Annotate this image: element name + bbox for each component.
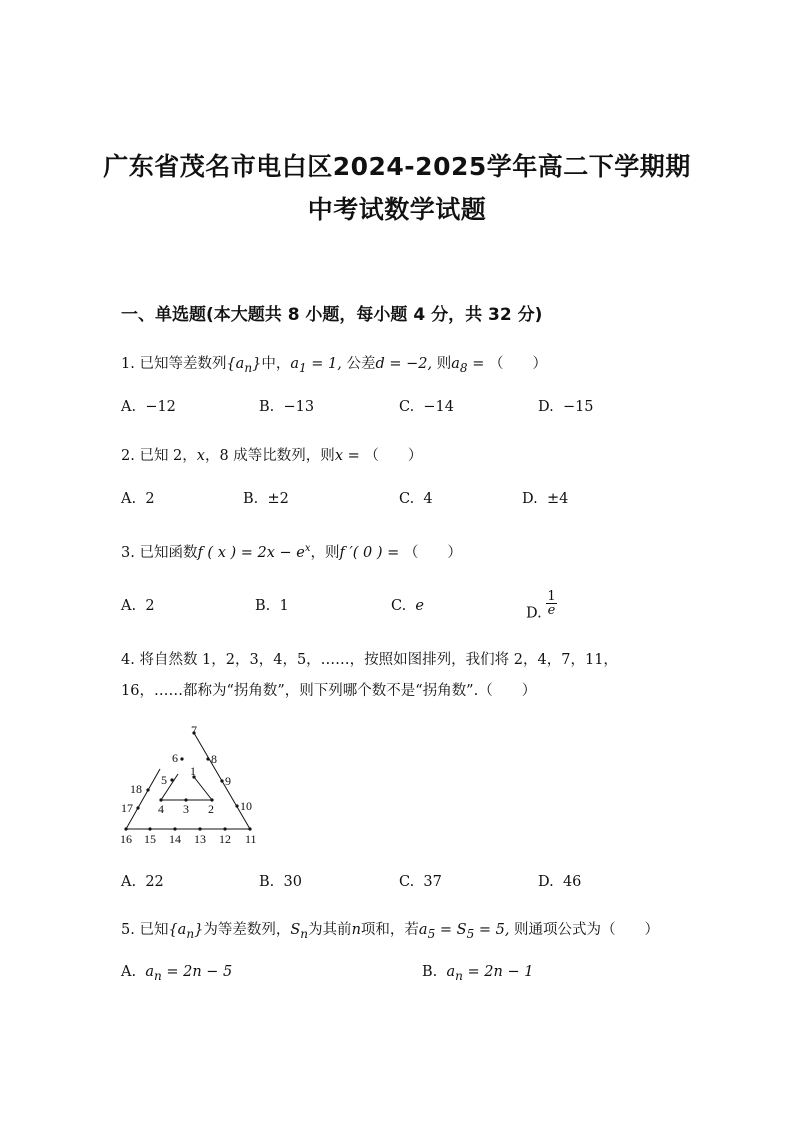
q4-option-b[interactable]: B. 30 <box>259 874 302 890</box>
figure-label-3: 3 <box>183 802 189 816</box>
q1-option-a[interactable]: A. −12 <box>121 399 176 415</box>
q3-option-c[interactable]: C. e <box>391 598 424 614</box>
figure-label-13: 13 <box>194 832 206 846</box>
figure-label-5: 5 <box>161 773 167 787</box>
figure-label-7: 7 <box>191 723 197 737</box>
answer-blank: （ ） <box>364 448 423 464</box>
q1-cond1: $a_1 = 1$, <box>290 356 342 375</box>
answer-blank: （ ） <box>601 922 660 938</box>
figure-label-2: 2 <box>208 802 214 816</box>
q1-option-b[interactable]: B. −13 <box>259 399 315 415</box>
q4-option-a[interactable]: A. 22 <box>121 874 164 890</box>
question-4-line2: 16，……都称为“拐角数”，则下列哪个数不是“拐角数”.（ ） <box>121 683 537 699</box>
figure-label-15: 15 <box>144 832 156 846</box>
figure-label-14: 14 <box>169 832 181 846</box>
answer-blank: （ ） <box>403 545 462 561</box>
question-1-stem <box>121 352 547 375</box>
q4-option-d[interactable]: D. 46 <box>538 874 582 890</box>
question-4-line1: 4. 将自然数 1，2，3，4，5，……，按照如图排列，我们将 2，4，7，11， <box>121 652 618 668</box>
question-2-stem: 2. 已知 2，x，8 成等比数列，则x = （ ） <box>121 448 423 464</box>
figure-label-1: 1 <box>190 764 196 778</box>
section-heading: 一、单选题(本大题共 8 小题，每小题 4 分，共 32 分) <box>121 305 543 325</box>
q1-ask: $a_8$ = <box>451 356 489 375</box>
q4-triangle-figure <box>112 718 272 850</box>
q1-text: 1. 已知等差数列 <box>121 356 227 372</box>
q5-option-b[interactable]: B. $a_n = 2n - 1$ <box>422 964 534 983</box>
q1-text-b: 中， <box>261 356 291 372</box>
q1-option-c[interactable]: C. −14 <box>399 399 455 415</box>
figure-label-4: 4 <box>158 802 164 816</box>
q3-option-a[interactable]: A. 2 <box>121 598 155 614</box>
answer-blank: （ ） <box>488 356 547 372</box>
figure-label-6: 6 <box>172 751 178 765</box>
q2-option-c[interactable]: C. 4 <box>399 491 433 507</box>
q1-cond2: d = −2, <box>375 356 433 372</box>
q2-option-b[interactable]: B. ±2 <box>243 491 289 507</box>
figure-label-12: 12 <box>219 832 231 846</box>
figure-label-16: 16 <box>120 832 132 846</box>
question-5-stem: 5. 已知$\{a_n\}$为等差数列，$S_n$为其前n项和，若$a_5 = S_5 = 5$, 则通项公式为（ ） <box>121 922 660 941</box>
q1-seq: $\{a_n\}$ <box>226 356 262 375</box>
q3-option-d[interactable]: D. $\frac{1}{e}$ <box>526 589 556 622</box>
document-title-line2: 中考试数学试题 <box>307 195 487 224</box>
q1-option-d[interactable]: D. −15 <box>538 399 594 415</box>
figure-label-9: 9 <box>225 774 231 788</box>
q1-text-c: 公差 <box>341 356 376 372</box>
inner-spiral-line <box>161 774 212 800</box>
question-3-stem: 3. 已知函数f ( x ) = $2x - e^x$，则f ′( 0 ) = （ ） <box>121 543 462 561</box>
q5-option-a[interactable]: A. $a_n = 2n - 5$ <box>121 964 233 983</box>
figure-label-8: 8 <box>211 752 217 766</box>
figure-label-11: 11 <box>245 832 257 846</box>
q4-option-c[interactable]: C. 37 <box>399 874 442 890</box>
q3-option-b[interactable]: B. 1 <box>255 598 289 614</box>
q1-text-d: 则 <box>432 356 452 372</box>
document-title-line1: 广东省茂名市电白区2024-2025学年高二下学期期 <box>103 152 691 181</box>
figure-label-18: 18 <box>130 782 142 796</box>
q2-option-d[interactable]: D. ±4 <box>522 491 569 507</box>
figure-label-10: 10 <box>240 799 252 813</box>
figure-label-17: 17 <box>121 801 133 815</box>
q2-option-a[interactable]: A. 2 <box>121 491 155 507</box>
q3-function: f ( x ) = $2x - e^x$ <box>197 543 311 561</box>
fraction-one-over-e: $\frac{1}{e}$ <box>547 589 556 618</box>
